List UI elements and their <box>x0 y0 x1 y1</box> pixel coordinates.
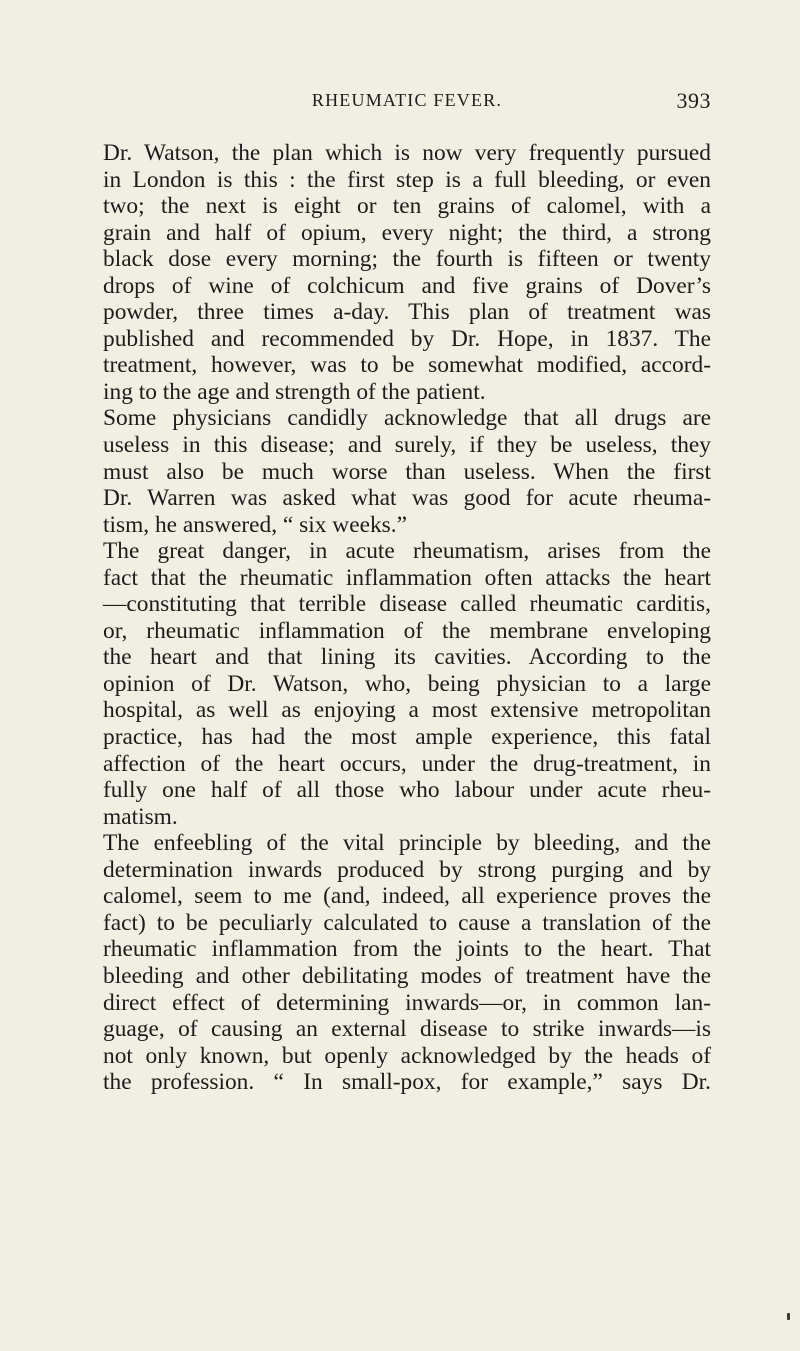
scan-speck <box>787 1313 790 1320</box>
text-line: bleeding and other debilitating modes of treatment have the <box>103 962 711 989</box>
text-line: Dr. Watson, the plan which is now very frequently pursued <box>103 140 711 166</box>
text-line: published and recommended by Dr. Hope, in 1837. The <box>103 325 711 352</box>
text-line: ing to the age and strength of the patient. <box>103 378 486 405</box>
text-line: in London is this : the first step is a full bleeding, or even <box>103 166 711 193</box>
text-line: the profession. “ In small-pox, for example,” says Dr. <box>103 1069 711 1096</box>
text-line: black dose every morning; the fourth is fifteen or twenty <box>103 246 711 273</box>
text-line: fact) to be peculiarly calculated to cause a translation of the <box>103 909 711 936</box>
text-line: Dr. Warren was asked what was good for acute rheuma- <box>103 485 711 512</box>
text-line: calomel, seem to me (and, indeed, all experience proves the <box>103 883 711 910</box>
text-line: matism. <box>103 803 178 830</box>
text-line: the heart and that lining its cavities. According to the <box>103 644 711 671</box>
text-line: drops of wine of colchicum and five grains of Dover’s <box>103 272 711 299</box>
running-head: RHEUMATIC FEVER. <box>311 90 503 110</box>
text-line: tism, he answered, “ six weeks.” <box>103 511 407 538</box>
text-line: or, rheumatic inflammation of the membrane enveloping <box>103 617 711 644</box>
text-line: not only known, but openly acknowledged by the heads of <box>103 1042 711 1069</box>
text-line: guage, of causing an external disease to strike inwards—is <box>103 1016 711 1043</box>
page-number: 393 <box>676 88 711 113</box>
text-line: affection of the heart occurs, under the drug-treatment, in <box>103 750 711 777</box>
text-line: two; the next is eight or ten grains of calomel, with a <box>103 193 711 220</box>
text-line: —constituting that terrible disease called rheumatic carditis, <box>103 591 711 618</box>
text-line: practice, has had the most ample experience, this fatal <box>103 724 711 751</box>
text-line: determination inwards produced by strong purging and by <box>103 856 711 883</box>
page-header <box>103 90 711 118</box>
text-line: fully one half of all those who labour under acute rheu- <box>103 777 711 804</box>
text-line: fact that the rheumatic inflammation often attacks the heart <box>103 564 711 591</box>
text-line: rheumatic inflammation from the joints to the heart. That <box>103 936 711 963</box>
text-line: treatment, however, was to be somewhat modified, accord- <box>103 352 711 379</box>
text-line: grain and half of opium, every night; the third, a strong <box>103 219 711 246</box>
text-line: The great danger, in acute rheumatism, arises from the <box>103 538 711 565</box>
text-line: The enfeebling of the vital principle by bleeding, and the <box>103 830 711 857</box>
text-line: powder, three times a-day. This plan of treatment was <box>103 299 711 326</box>
text-line: opinion of Dr. Watson, who, being physician to a large <box>103 670 711 697</box>
text-line: must also be much worse than useless. When the first <box>103 458 711 485</box>
text-line: direct effect of determining inwards—or, in common lan- <box>103 989 711 1016</box>
body-text <box>103 140 711 1096</box>
text-line: useless in this disease; and surely, if they be useless, they <box>103 432 711 459</box>
text-line: hospital, as well as enjoying a most extensive metropolitan <box>103 697 711 724</box>
text-line: Some physicians candidly acknowledge that all drugs are <box>103 405 711 432</box>
